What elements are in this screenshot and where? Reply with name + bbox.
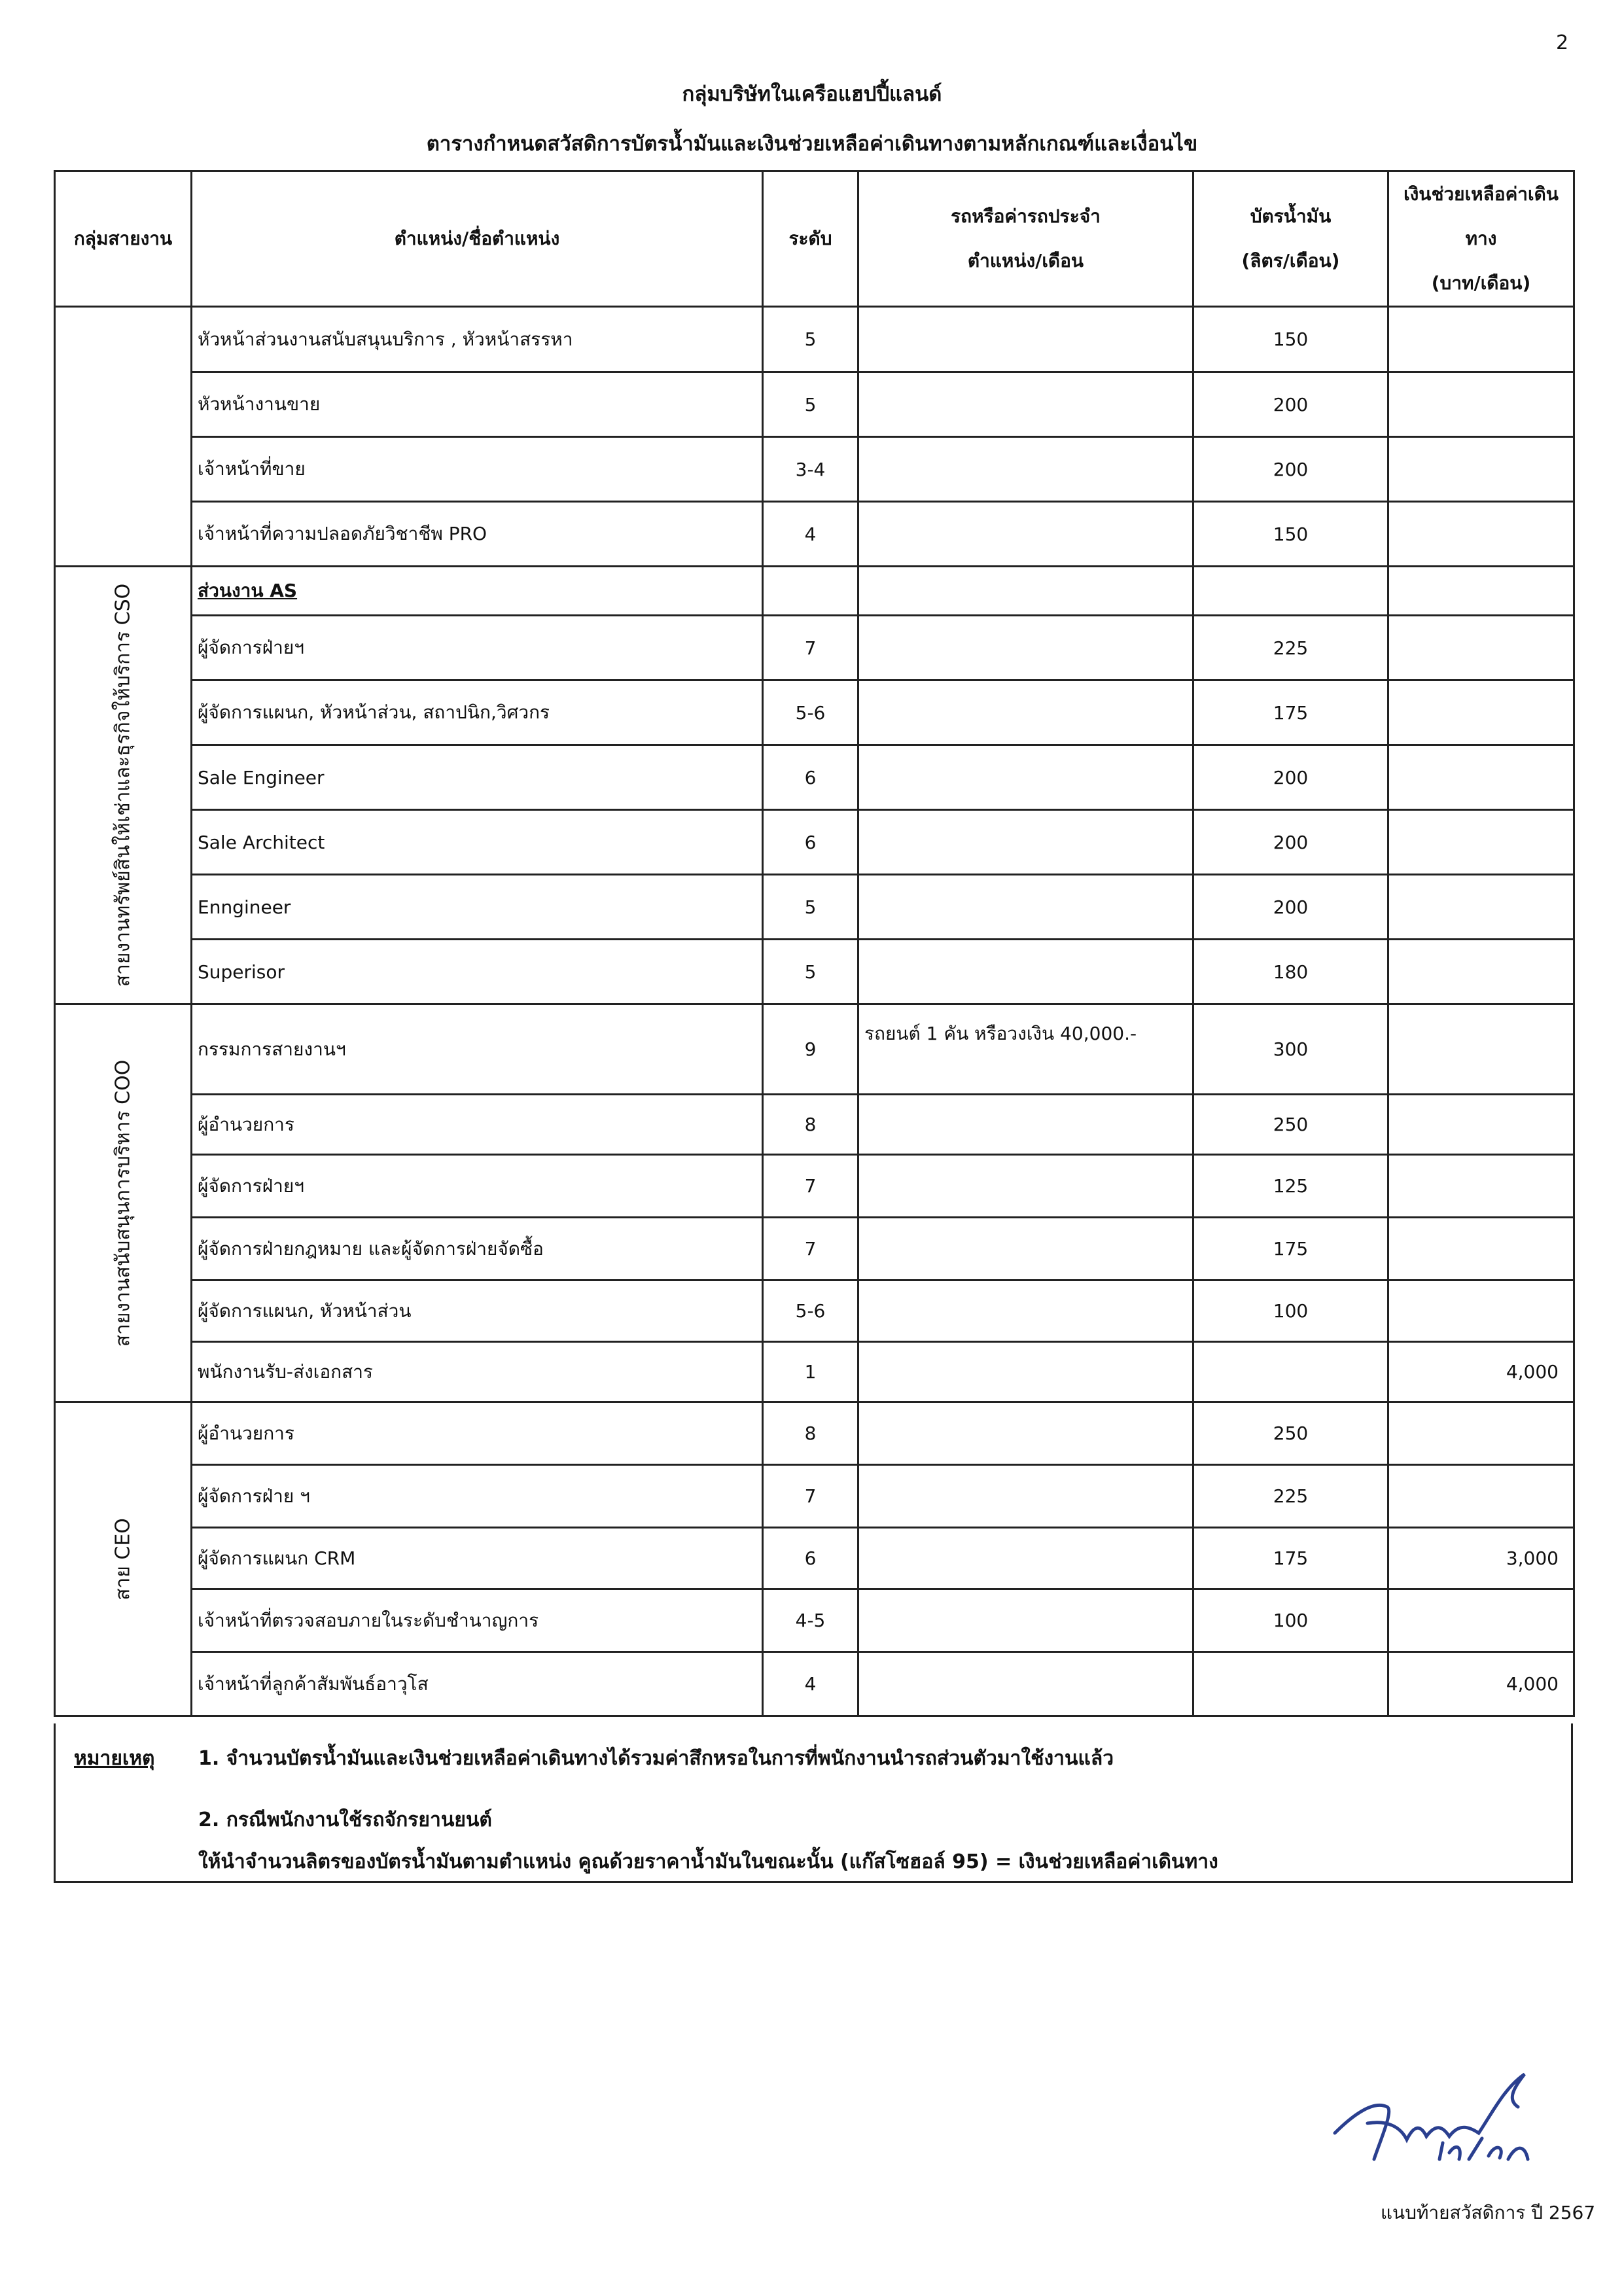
travel-allowance-cell [1388,437,1574,502]
car-cell [858,437,1193,502]
table-row [55,502,1574,567]
fuel-cell: 150 [1193,307,1388,372]
travel-allowance-cell: 4,000 [1388,1342,1574,1402]
table-row [55,1652,1574,1716]
fuel-cell: 100 [1193,1589,1388,1652]
table-row [55,940,1574,1004]
travel-allowance-cell [1388,502,1574,567]
col-header-car [858,171,1193,307]
position-cell: ผู้จัดการแผนก, หัวหน้าส่วน [192,1280,763,1342]
fuel-cell [1193,1342,1388,1402]
level-cell: 7 [763,1465,858,1528]
position-cell: Superisor [192,940,763,1004]
group-label: สายงานสนับสนุนการบริหาร COO [111,1059,135,1347]
travel-allowance-cell: 3,000 [1388,1528,1574,1589]
level-cell: 5-6 [763,680,858,745]
group-cell [55,1004,192,1402]
car-cell [858,1218,1193,1280]
welfare-table [54,170,1575,1717]
notes-box [54,1723,1573,1883]
table-row [55,307,1574,372]
car-cell [858,680,1193,745]
car-cell [858,1652,1193,1716]
travel-allowance-cell [1388,1218,1574,1280]
note-2-line-2: ให้นำจำนวนลิตรของบัตรน้ำมันตามตำแหน่ง คูณด้วยราคาน้ำมันในขณะนั้น (แก๊สโซฮอล์ 95) = เงินช่วยเหลือค่าเดินทาง [198,1850,1218,1873]
group-cell [55,567,192,1004]
level-cell: 6 [763,1528,858,1589]
table-row [55,1589,1574,1652]
travel-allowance-cell [1388,1280,1574,1342]
document-title: ตารางกำหนดสวัสดิการบัตรน้ำมันและเงินช่วยเหลือค่าเดินทางตามหลักเกณฑ์และเงื่อนไข [426,132,1198,156]
car-cell [858,616,1193,680]
table-row [55,1465,1574,1528]
table-row [55,1218,1574,1280]
car-cell [858,1589,1193,1652]
level-cell: 7 [763,1218,858,1280]
level-cell: 5 [763,875,858,940]
car-cell [858,502,1193,567]
position-cell: ผู้จัดการแผนก, หัวหน้าส่วน, สถาปนิก,วิศวกร [192,680,763,745]
fuel-cell: 150 [1193,502,1388,567]
travel-allowance-cell [1388,1465,1574,1528]
position-cell: พนักงานรับ-ส่งเอกสาร [192,1342,763,1402]
fuel-cell [1193,1652,1388,1716]
col-header-car-line2: ตำแหน่ง/เดือน [967,250,1084,272]
position-cell: ผู้จัดการฝ่าย ฯ [192,1465,763,1528]
travel-allowance-cell: 4,000 [1388,1652,1574,1716]
col-header-travel [1388,171,1574,307]
fuel-cell: 250 [1193,1402,1388,1465]
fuel-cell: 200 [1193,372,1388,437]
travel-allowance-cell [1388,875,1574,940]
table-header-row [55,171,1574,307]
position-cell: หัวหน้าส่วนงานสนับสนุนบริการ , หัวหน้าสรรหา [192,307,763,372]
table-row [55,680,1574,745]
level-cell: 5 [763,940,858,1004]
car-cell [858,1095,1193,1155]
level-cell: 7 [763,1155,858,1218]
fuel-cell: 175 [1193,680,1388,745]
org-title: กลุ่มบริษัทในเครือแฮปปี้แลนด์ [682,82,942,106]
position-cell: เจ้าหน้าที่ลูกค้าสัมพันธ์อาวุโส [192,1652,763,1716]
empty-cell [858,567,1193,616]
group-cell [55,1402,192,1716]
car-cell [858,307,1193,372]
table-row [55,437,1574,502]
travel-allowance-cell [1388,1589,1574,1652]
level-cell: 4 [763,502,858,567]
handwritten-signature [1328,2061,1577,2172]
fuel-cell: 125 [1193,1155,1388,1218]
level-cell: 4-5 [763,1589,858,1652]
group-cell [55,307,192,567]
table-row [55,1528,1574,1589]
col-header-fuel-line1: บัตรน้ำมัน [1250,205,1332,227]
travel-allowance-cell [1388,616,1574,680]
empty-cell [1193,567,1388,616]
car-cell [858,1402,1193,1465]
car-cell [858,372,1193,437]
level-cell: 9 [763,1004,858,1095]
travel-allowance-cell [1388,680,1574,745]
fuel-cell: 225 [1193,1465,1388,1528]
section-heading-text: ส่วนงาน AS [198,580,298,601]
fuel-cell: 200 [1193,875,1388,940]
col-header-fuel-line2: (ลิตร/เดือน) [1241,250,1340,272]
position-cell: Sale Architect [192,810,763,875]
footer-text: แนบท้ายสวัสดิการ ปี 2567 [1381,2202,1596,2223]
level-cell: 6 [763,810,858,875]
table-row [55,745,1574,810]
level-cell: 5 [763,372,858,437]
table-row [55,1402,1574,1465]
level-cell: 6 [763,745,858,810]
car-cell [858,1280,1193,1342]
position-cell: ผู้จัดการฝ่ายฯ [192,616,763,680]
fuel-cell: 100 [1193,1280,1388,1342]
car-cell [858,875,1193,940]
fuel-cell: 300 [1193,1004,1388,1095]
position-cell: ผู้อำนวยการ [192,1095,763,1155]
travel-allowance-cell [1388,1004,1574,1095]
col-header-fuel [1193,171,1388,307]
travel-allowance-cell [1388,940,1574,1004]
position-cell: ผู้จัดการฝ่ายกฎหมาย และผู้จัดการฝ่ายจัดซื้อ [192,1218,763,1280]
table-row [55,1155,1574,1218]
col-header-travel-line1: เงินช่วยเหลือค่าเดินทาง [1403,183,1559,249]
fuel-cell: 200 [1193,745,1388,810]
col-header-level: ระดับ [763,171,858,307]
empty-cell [1388,567,1574,616]
position-cell: เจ้าหน้าที่ตรวจสอบภายในระดับชำนาญการ [192,1589,763,1652]
position-cell: เจ้าหน้าที่ความปลอดภัยวิชาชีพ PRO [192,502,763,567]
group-label: สาย CEO [111,1517,135,1600]
page-number: 2 [1556,31,1569,54]
table-row [55,810,1574,875]
fuel-cell: 175 [1193,1528,1388,1589]
group-label: สายงานทรัพย์สินให้เช่าและธุรกิจให้บริการ CSO [111,583,135,987]
section-heading [192,567,763,616]
col-header-travel-line2: (บาท/เดือน) [1431,272,1531,294]
table-row [55,1095,1574,1155]
table-row [55,1280,1574,1342]
table-row [55,875,1574,940]
position-cell: เจ้าหน้าที่ขาย [192,437,763,502]
fuel-cell: 250 [1193,1095,1388,1155]
level-cell: 8 [763,1095,858,1155]
table-row [55,616,1574,680]
travel-allowance-cell [1388,307,1574,372]
note-2-line-1: 2. กรณีพนักงานใช้รถจักรยานยนต์ [198,1809,492,1831]
travel-allowance-cell [1388,372,1574,437]
table-body [55,307,1574,1716]
level-cell: 1 [763,1342,858,1402]
position-cell: กรรมการสายงานฯ [192,1004,763,1095]
note-1: 1. จำนวนบัตรน้ำมันและเงินช่วยเหลือค่าเดินทางได้รวมค่าสึกหรอในการที่พนักงานนำรถส่วนตัวมาใช้งานแล้ว [198,1747,1114,1770]
position-cell: ผู้อำนวยการ [192,1402,763,1465]
position-cell: ผู้จัดการฝ่ายฯ [192,1155,763,1218]
fuel-cell: 200 [1193,810,1388,875]
fuel-cell: 225 [1193,616,1388,680]
travel-allowance-cell [1388,1155,1574,1218]
position-cell: ผู้จัดการแผนก CRM [192,1528,763,1589]
level-cell: 5-6 [763,1280,858,1342]
car-cell [858,745,1193,810]
car-cell [858,1342,1193,1402]
car-cell [858,1465,1193,1528]
notes-label: หมายเหตุ [74,1747,155,1770]
travel-allowance-cell [1388,1402,1574,1465]
col-header-car-line1: รถหรือค่ารถประจำ [951,205,1101,227]
table-row [55,567,1574,616]
level-cell: 8 [763,1402,858,1465]
position-cell: หัวหน้างานขาย [192,372,763,437]
car-cell [858,1155,1193,1218]
car-cell [858,940,1193,1004]
fuel-cell: 180 [1193,940,1388,1004]
position-cell: Sale Engineer [192,745,763,810]
car-cell [858,1528,1193,1589]
level-cell: 7 [763,616,858,680]
level-cell: 3-4 [763,437,858,502]
table-row [55,372,1574,437]
travel-allowance-cell [1388,810,1574,875]
table-row [55,1004,1574,1095]
car-cell [858,810,1193,875]
empty-cell [763,567,858,616]
table-row [55,1342,1574,1402]
level-cell: 5 [763,307,858,372]
col-header-group: กลุ่มสายงาน [55,171,192,307]
position-cell: Enngineer [192,875,763,940]
col-header-position: ตำแหน่ง/ชื่อตำแหน่ง [192,171,763,307]
travel-allowance-cell [1388,1095,1574,1155]
fuel-cell: 200 [1193,437,1388,502]
level-cell: 4 [763,1652,858,1716]
car-cell: รถยนต์ 1 คัน หรือวงเงิน 40,000.- [858,1004,1193,1095]
travel-allowance-cell [1388,745,1574,810]
fuel-cell: 175 [1193,1218,1388,1280]
